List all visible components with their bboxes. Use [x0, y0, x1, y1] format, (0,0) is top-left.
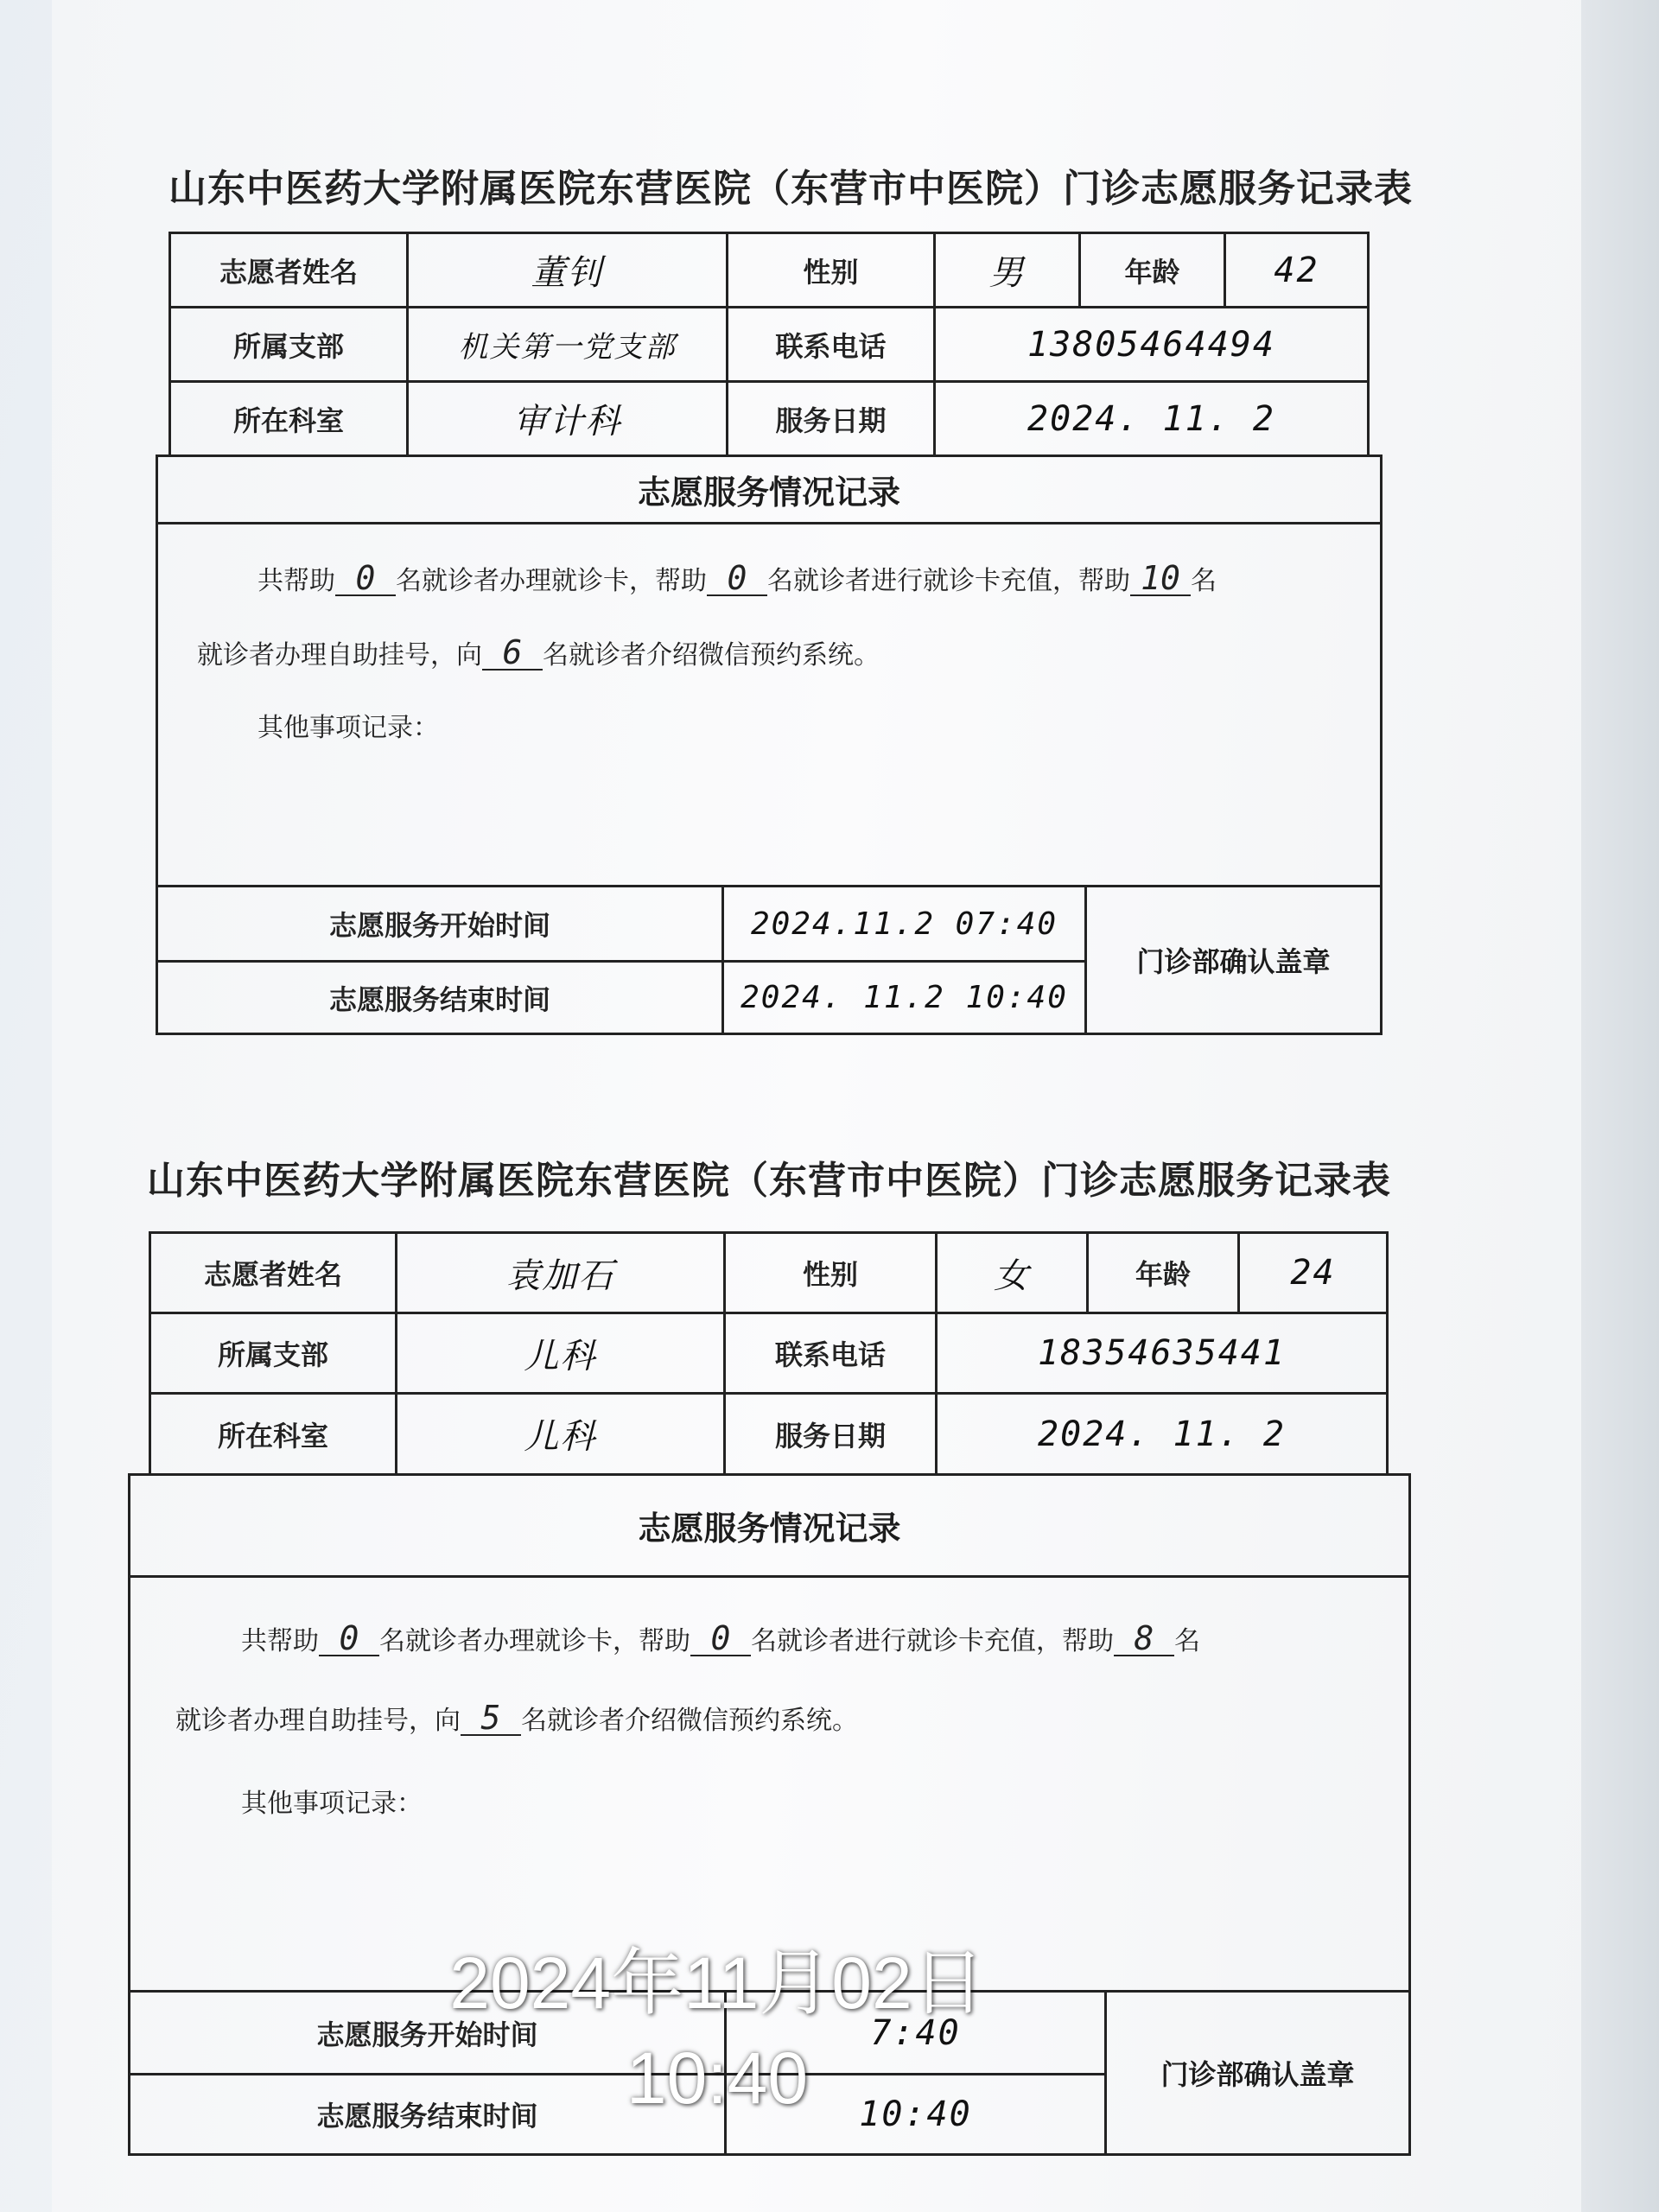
age-value: 42 [1226, 234, 1367, 308]
name-value: 董钊 [409, 234, 728, 308]
wechat-count: 5 [461, 1701, 521, 1736]
branch-label: 所属支部 [151, 1314, 397, 1395]
name-label: 志愿者姓名 [151, 1234, 397, 1314]
gender-label: 性别 [728, 234, 936, 308]
phone-label: 联系电话 [728, 308, 936, 383]
gender-value: 女 [938, 1234, 1089, 1314]
start-time-value: 2024.11.2 07:40 [724, 887, 1087, 963]
stamp-cell: 门诊部确认盖章 [1136, 945, 1331, 978]
end-time-label: 志愿服务结束时间 [158, 963, 724, 1033]
dept-label: 所在科室 [151, 1395, 397, 1476]
branch-label: 所属支部 [171, 308, 409, 383]
branch-value: 机关第一党支部 [409, 308, 728, 383]
start-time-value: 7:40 [727, 1993, 1107, 2075]
service-record [130, 1578, 1408, 1993]
phone-value: 13805464494 [936, 308, 1367, 383]
age-value: 24 [1240, 1234, 1386, 1314]
gender-value: 男 [936, 234, 1081, 308]
branch-value: 儿科 [397, 1314, 726, 1395]
section-heading: 志愿服务情况记录 [130, 1476, 1408, 1578]
section-heading: 志愿服务情况记录 [158, 457, 1380, 524]
recharge-count: 0 [690, 1622, 751, 1656]
end-time-value: 2024. 11.2 10:40 [724, 963, 1087, 1033]
other-notes-label: 其他事项记录： [241, 1789, 423, 1819]
stamp-cell: 门诊部确认盖章 [1160, 2058, 1355, 2091]
register-count: 8 [1114, 1622, 1174, 1656]
photo-timestamp [406, 1936, 1028, 2126]
form-title: 山东中医药大学附属医院东营医院（东营市中医院）门诊志愿服务记录表 [168, 167, 1413, 211]
end-time-label: 志愿服务结束时间 [130, 2075, 727, 2153]
record-table [156, 454, 1382, 1035]
date-label: 服务日期 [726, 1395, 938, 1476]
date-value: 2024. 11. 2 [936, 383, 1367, 457]
info-table [149, 1231, 1389, 1473]
recharge-count: 0 [707, 562, 767, 596]
paper-edge [1581, 0, 1659, 2212]
dept-value: 儿科 [397, 1395, 726, 1476]
dept-label: 所在科室 [171, 383, 409, 457]
phone-label: 联系电话 [726, 1314, 938, 1395]
service-record [158, 524, 1380, 887]
record-line-1: 共帮助 0 名就诊者办理就诊卡，帮助 0 名就诊者进行就诊卡充值，帮助 10 名 [257, 559, 1217, 597]
timestamp-date: 2024年11月02日 [449, 1942, 985, 2024]
end-time-value: 10:40 [727, 2075, 1107, 2153]
start-time-label: 志愿服务开始时间 [158, 887, 724, 963]
info-table [168, 232, 1370, 454]
other-notes-label: 其他事项记录： [257, 713, 439, 743]
age-label: 年龄 [1089, 1234, 1240, 1314]
form-title: 山东中医药大学附属医院东营医院（东营市中医院）门诊志愿服务记录表 [147, 1159, 1391, 1203]
phone-value: 18354635441 [938, 1314, 1386, 1395]
date-label: 服务日期 [728, 383, 936, 457]
record-line-2: 就诊者办理自助挂号，向 5 名就诊者介绍微信预约系统。 [175, 1699, 858, 1737]
age-label: 年龄 [1081, 234, 1226, 308]
gender-label: 性别 [726, 1234, 938, 1314]
start-time-label: 志愿服务开始时间 [130, 1993, 727, 2075]
card-count: 0 [335, 562, 396, 596]
timestamp-time: 10:40 [626, 2037, 809, 2119]
record-line-2: 就诊者办理自助挂号，向 6 名就诊者介绍微信预约系统。 [197, 633, 880, 671]
date-value: 2024. 11. 2 [938, 1395, 1386, 1476]
name-value: 袁加石 [397, 1234, 726, 1314]
dept-value: 审计科 [409, 383, 728, 457]
wechat-count: 6 [482, 636, 543, 671]
register-count: 10 [1130, 562, 1191, 596]
name-label: 志愿者姓名 [171, 234, 409, 308]
record-line-1: 共帮助 0 名就诊者办理就诊卡，帮助 0 名就诊者进行就诊卡充值，帮助 8 名 [241, 1619, 1200, 1657]
card-count: 0 [319, 1622, 379, 1656]
